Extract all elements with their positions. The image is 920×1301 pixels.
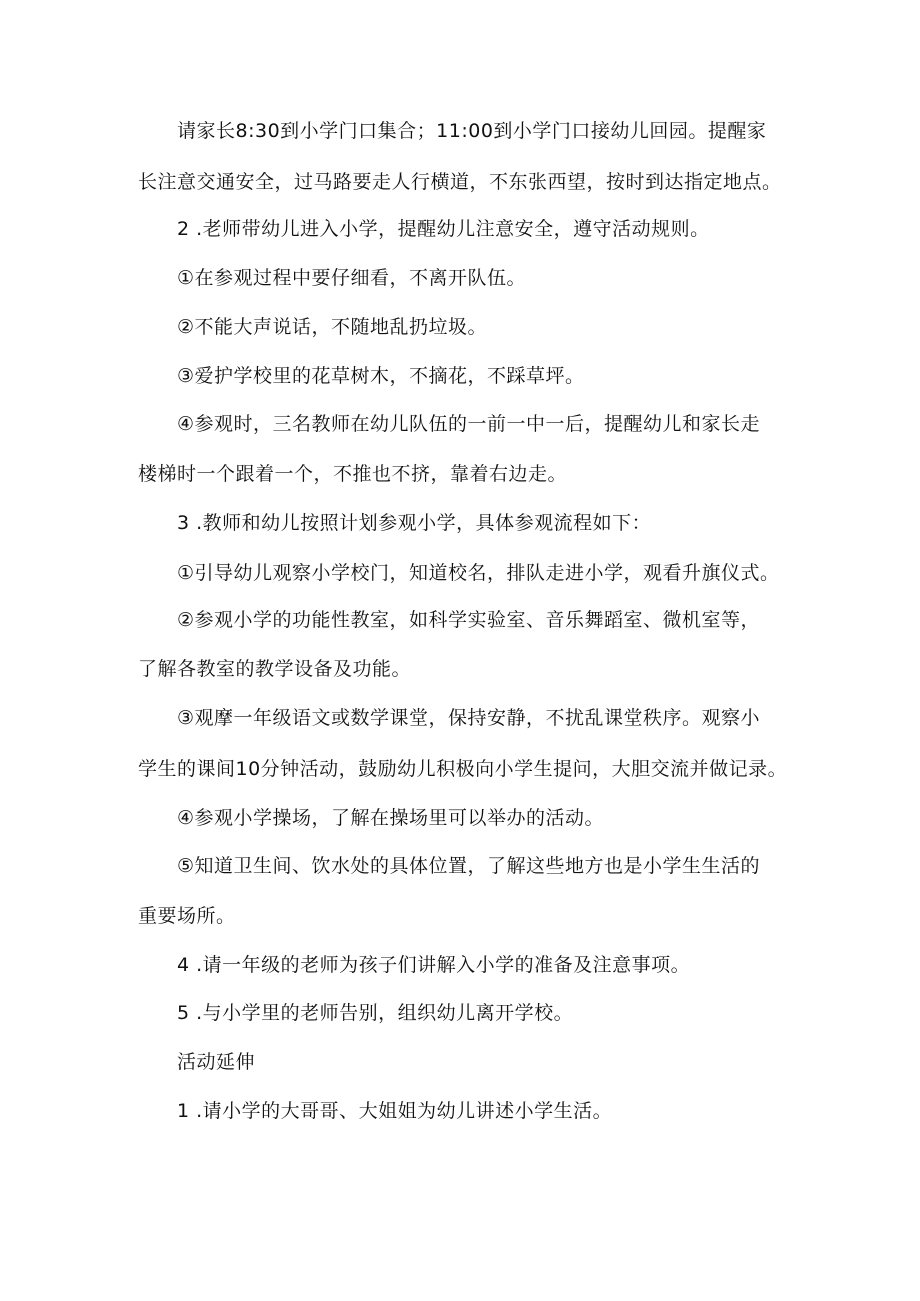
- paragraph-line: 长注意交通安全，过马路要走人行横道，不东张西望，按时到达指定地点。: [138, 171, 782, 193]
- paragraph-line: 2 .老师带幼儿进入小学，提醒幼儿注意安全，遵守活动规则。: [177, 218, 710, 240]
- paragraph-line: 楼梯时一个跟着一个，不推也不挤，靠着右边走。: [138, 463, 568, 485]
- paragraph-line: ③爱护学校里的花草树木，不摘花，不踩草坪。: [177, 365, 585, 387]
- paragraph-line: ①在参观过程中要仔细看，不离开队伍。: [177, 267, 527, 289]
- paragraph-line: ④参观小学操场，了解在操场里可以举办的活动。: [177, 807, 605, 829]
- paragraph-line: 了解各教室的教学设备及功能。: [138, 658, 412, 680]
- paragraph-line: ⑤知道卫生间、饮水处的具体位置，了解这些地方也是小学生生活的: [177, 855, 761, 877]
- paragraph-line: ③观摩一年级语文或数学课堂，保持安静，不扰乱课堂秩序。观察小: [177, 707, 761, 729]
- paragraph-line: 重要场所。: [138, 905, 236, 927]
- section-heading: 活动延伸: [177, 1051, 256, 1073]
- paragraph-line: 1 .请小学的大哥哥、大姐姐为幼儿讲述小学生活。: [177, 1100, 613, 1122]
- paragraph-line: ②不能大声说话，不随地乱扔垃圾。: [177, 316, 488, 338]
- paragraph-line: 学生的课间10分钟活动，鼓励幼儿积极向小学生提问，大胆交流并做记录。: [138, 758, 788, 780]
- paragraph-line: 5 .与小学里的老师告别，组织幼儿离开学校。: [177, 1002, 574, 1024]
- paragraph-line: 请家长8:30到小学门口集合；11:00到小学门口接幼儿回园。提醒家: [177, 120, 767, 142]
- paragraph-line: ④参观时，三名教师在幼儿队伍的一前一中一后，提醒幼儿和家长走: [177, 413, 761, 435]
- paragraph-line: ②参观小学的功能性教室，如科学实验室、音乐舞蹈室、微机室等，: [177, 609, 761, 631]
- paragraph-line: ①引导幼儿观察小学校门，知道校名，排队走进小学，观看升旗仪式。: [177, 562, 780, 584]
- paragraph-line: 3 .教师和幼儿按照计划参观小学，具体参观流程如下：: [177, 512, 652, 534]
- paragraph-line: 4 .请一年级的老师为孩子们讲解入小学的准备及注意事项。: [177, 954, 691, 976]
